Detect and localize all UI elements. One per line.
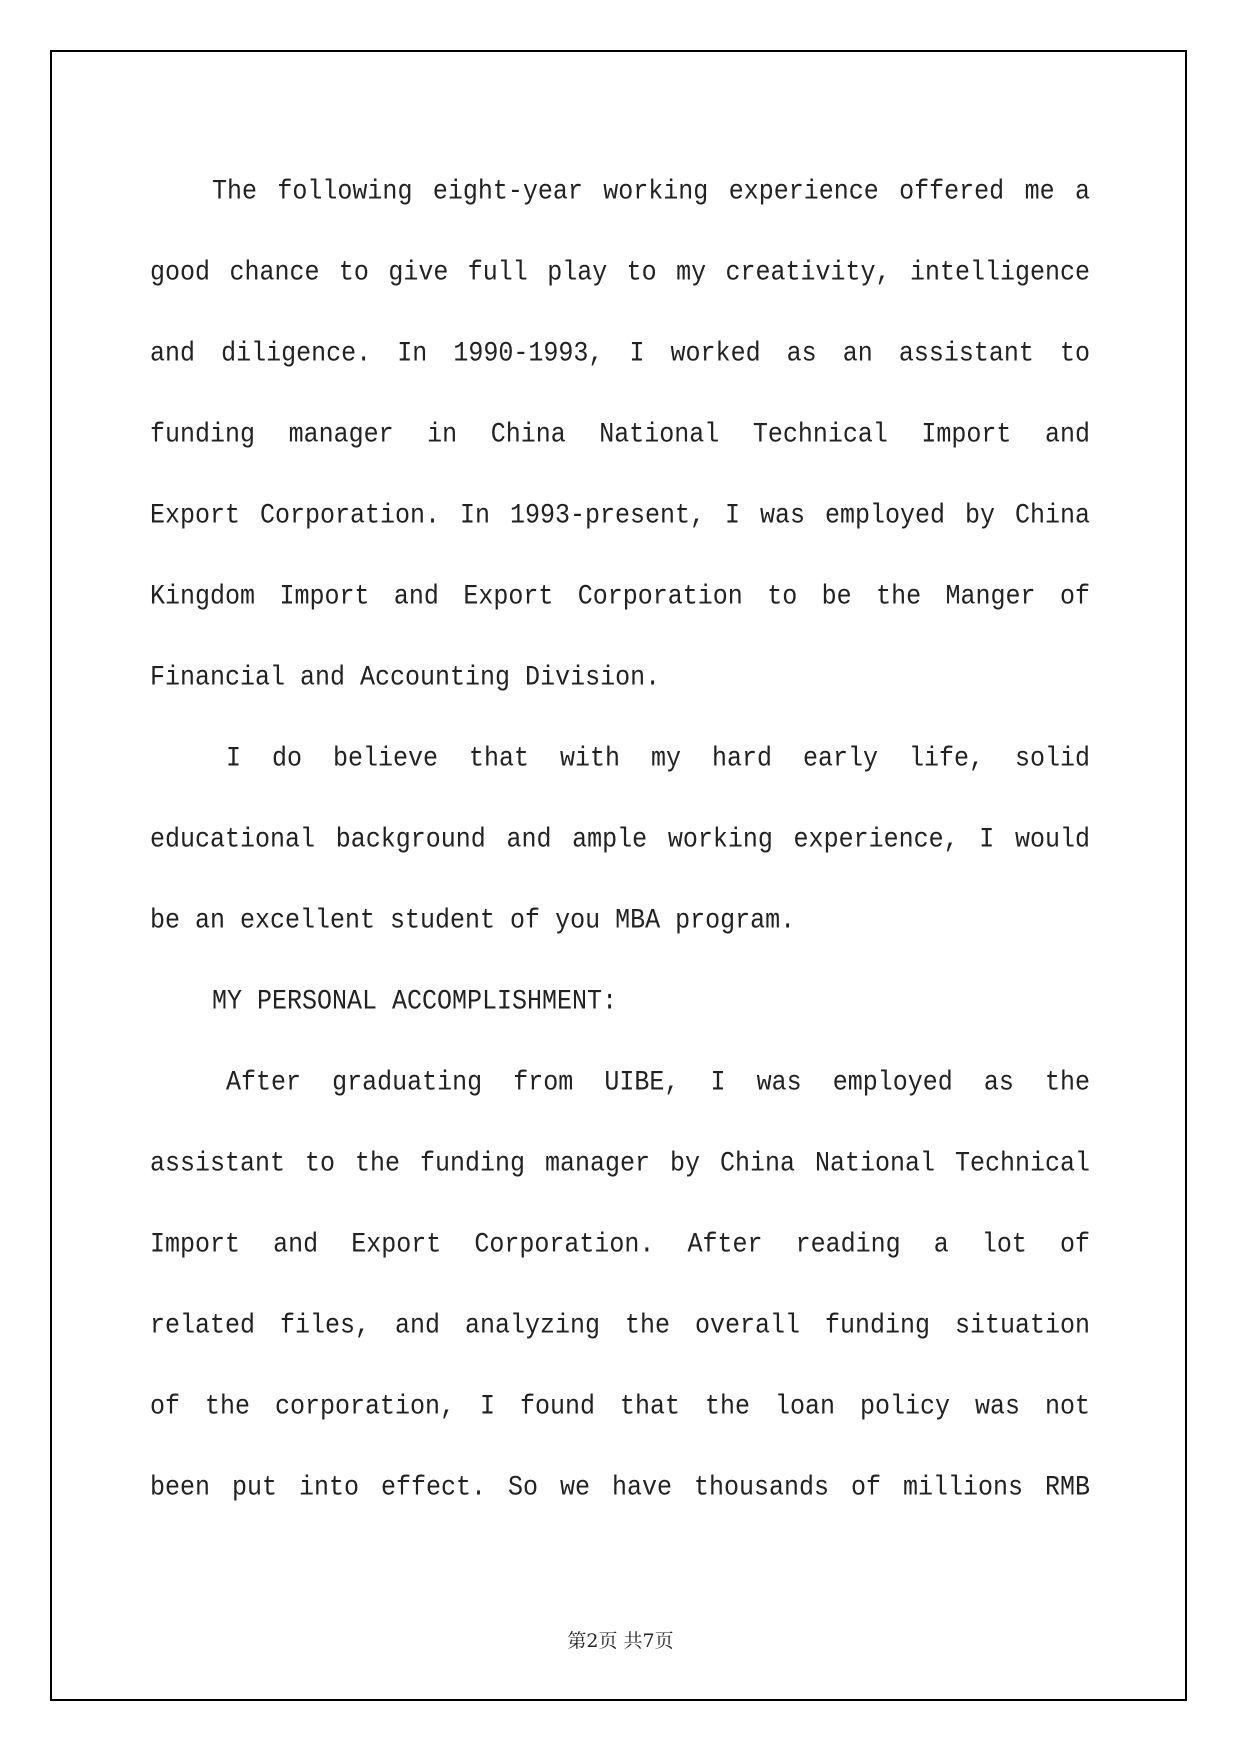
text-line: educational background and ample working experience, I would — [150, 823, 1090, 856]
page-border — [50, 50, 1187, 1701]
text-line: and diligence. In 1990-1993, I worked as an assistant to — [150, 337, 1090, 370]
text-line: I do believe that with my hard early life, solid — [226, 742, 1090, 775]
text-line: After graduating from UIBE, I was employed as the — [226, 1066, 1090, 1099]
text-line: Kingdom Import and Export Corporation to be the Manger of — [150, 580, 1090, 613]
text-line: The following eight-year working experience offered me a — [212, 175, 1090, 208]
text-line: Financial and Accounting Division. — [150, 661, 661, 694]
text-line: Export Corporation. In 1993-present, I was employed by China — [150, 499, 1090, 532]
text-line: of the corporation, I found that the loan policy was not — [150, 1390, 1090, 1423]
text-line: Import and Export Corporation. After reading a lot of — [150, 1228, 1090, 1261]
text-line: be an excellent student of you MBA program. — [150, 904, 796, 937]
text-line: good chance to give full play to my creativity, intelligence — [150, 256, 1090, 289]
text-line: assistant to the funding manager by China National Technical — [150, 1147, 1090, 1180]
page-footer: 第2页 共7页 — [567, 1630, 674, 1652]
text-line: been put into effect. So we have thousands of millions RMB — [150, 1471, 1090, 1504]
text-line: related files, and analyzing the overall funding situation — [150, 1309, 1090, 1342]
text-line: funding manager in China National Technical Import and — [150, 418, 1090, 451]
text-line: MY PERSONAL ACCOMPLISHMENT: — [212, 985, 618, 1018]
